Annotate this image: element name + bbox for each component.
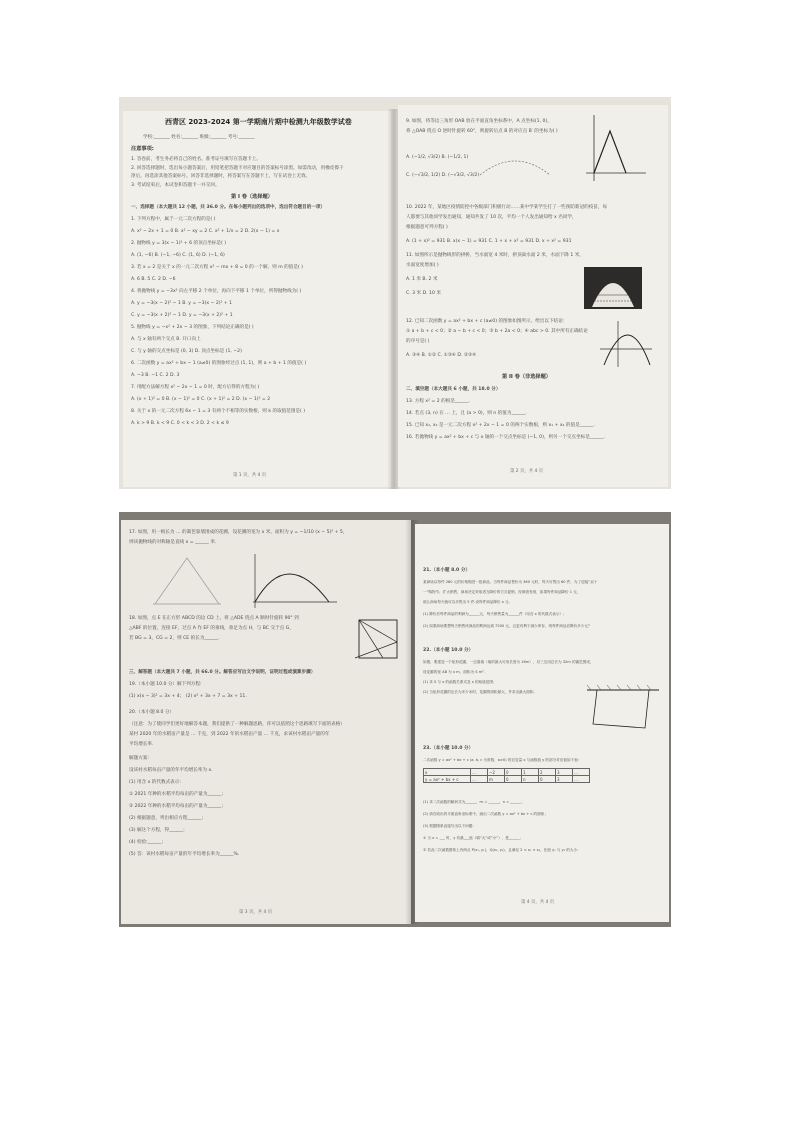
question-line: 10. 2022 年，某地区疫情防控中各级部门积极行动……某中学某学生打了一些预防新冠的疫苗，每 [406,205,608,210]
page-number: 第 3 页，共 4 页 [239,910,273,915]
question-line: 17. 如图，用一根长为 … 的篱笆靠墙围成的花圃，设花圃的宽为 x 米，面积为 y = −1/10 (x − 5)² + 5， [129,530,348,535]
question-line: (2) 请在给出的平面直角坐标系中，画出二次函数 y = ax² + bx + c 的图象； [423,812,548,816]
question-line: 一”购物节，扩大销售，商场决定采取适当降价的方式促销，经调查发现，如果每件商品降价 1 元， [423,590,581,594]
table-cell: 2 [539,769,556,776]
question-line: 22.（本小题 10.0 分） [423,648,474,653]
value-table [423,768,590,783]
table-cell: 0 [539,776,556,783]
question-line: 1. 下列方程中，属于一元二次方程的是( ) [131,217,216,222]
question-line: (1) 降价后每件商品的利润为______元，每天销售量为______件（用含 x 的代数式表示）； [423,612,567,616]
question-line: 某商场以每件 280 元的价格购进一批商品，当每件商品售价为 360 元时，每天可售出 60 件，为了迎接“双十 [423,580,598,584]
notice-heading: 注意事项: [131,146,154,152]
question-line: 人都要与其他同学发出通知，通知共发了 10 次，平均一个人发出通知给 x 名同学， [406,215,577,220]
question-line: 若 BG = 3，CG = 2，则 CE 的长为______. [129,636,220,641]
question-line: △ABF 的位置，连接 EF，过点 A 作 EF 的垂线，垂足为点 H，与 BC 交于点 G， [129,626,294,631]
notice-line: 净后，再选涂其他答案标号。回答非选择题时，将答案写在答题卡上，写在试卷上无效。 [131,174,311,179]
question-line: (1) x(x − 3)² = 3x + 4； (2) x² + 3x + 7 = 3x + 11. [129,694,247,699]
table-cell: n [522,776,539,783]
table-cell: 0 [505,769,522,776]
photo-sheet-1 [119,97,671,489]
option-line: A. 1 米 B. 2 米 [406,277,438,282]
question-line: ① 2021 年种的水稻平均每亩的产量为______； [129,792,226,797]
question-line: 2. 抛物线 y = 3(x − 1)² + 6 的顶点坐标是( ) [131,241,227,246]
question-line: 则该抛物线的对称轴是直线 x = ______ 米. [129,540,217,545]
question-line: 19.（本小题 10.0 分）解下列方程: [129,682,202,687]
table-cell: … [573,769,590,776]
fill-question: 14. 若点 (3, n) 在 … 上，且 (a > 0)，则 n 的值为______. [406,411,527,416]
table-cell: y = ax² + bx + c [424,776,471,783]
triangle-coordinate-figure [580,111,650,183]
question-line: (2) 如果商场要想每天销售该商品的利润达到 7200 元，且更有利于减少库存，则每件商品应降价多少元？ [423,624,592,628]
part-1-heading: 第 I 卷（选择题） [231,194,273,200]
question-line: 设花圃的宽 AB 为 x m，面积为 S m². [423,670,485,674]
question-line: (3) 解这个方程，得______； [129,828,188,833]
question-line: （注意：为了使同学们更好地解答本题，我们提供了一种解题思路，你可以依照这个思路填写下面的表格） [129,722,345,727]
table-cell: m [488,776,505,783]
question-line: 平均增长率. [129,742,154,747]
question-line: 12. 已知二次函数 y = ax² + bx + c (a≠0) 的图象如图所示，给出以下结论: [406,319,565,324]
fill-section-heading: 二、填空题（本大题共 6 小题，共 18.0 分） [406,387,501,392]
question-line: (1) 求二次函数的解析式为______，m = ______，n = ______； [423,800,525,804]
arch-bridge-figure [584,267,642,309]
question-line: 8. 关于 x 的一元二次方程 6x − 1 = 3 有两个不相等的实数根，则 k 的取值范围是( ) [131,409,306,414]
question-line: ② 2022 年种的水稻平均每亩的产量为______； [129,804,226,809]
question-line: 设该村水稻每亩产量的年平均增长率为 x. [129,768,213,773]
page-number: 第 2 页，共 4 页 [510,469,544,474]
option-line: C. 与 y 轴的交点坐标是 (0, 3) D. 顶点坐标是 (1, −2) [131,349,242,354]
question-line: 那么商场每天就可以多售出 5 件.设每件商品降价 x 元. [423,600,510,604]
exam-title: 西青区 2023-2024 第一学期南片期中检测九年级数学试卷 [165,118,352,126]
option-line: A. −3 B. −1 C. 2 D. 3 [131,373,180,378]
exam-page-4 [415,524,669,922]
question-line: (2) 根据题意，列出相应方程______； [129,816,206,821]
area-curve-graph [247,552,339,610]
question-line: 4. 将抛物线 y = −3x² 向左平移 2 个单位，再向下平移 1 个单位，所得抛物线为( ) [131,289,302,294]
exam-page-1 [123,111,391,487]
question-line: 20.（本小题 8.0 分） [129,710,175,715]
notice-line: 1. 答卷前，考生务必将自己的姓名、准考证号填写在答题卡上。 [131,157,261,162]
question-line: 将 △OAB 绕点 O 逆时针旋转 60°，则旋转后点 B 的对应点 B′ 的坐标为( ) [406,129,558,134]
question-line: 21.（本小题 8.0 分） [423,568,471,573]
page-number: 第 1 页，共 4 页 [233,473,267,478]
question-line: (1) 求 S 与 x 的函数关系式及 x 的取值范围； [423,680,497,684]
part-2-heading: 第 II 卷（非选择题） [502,374,551,380]
question-line: 7. 用配方法解方程 x² − 2x − 1 = 0 时，配方后得的方程为( ) [131,385,260,390]
question-line: (1) 用含 x 的代数式表示: [129,780,181,785]
notice-line: 2. 回答选择题时，选出每小题答案后，用铅笔把答题卡对应题目的答案标号涂黑。如需改动，用橡皮擦干 [131,166,344,171]
question-line: 9. 如图，将等边三角形 OAB 放在平面直角坐标系中，A 点坐标(1, 0)， [406,119,552,124]
question-line: 某村 2020 年的水稻亩产量是 … 千克，到 2022 年的水稻亩产量 … 千克，求该村水稻亩产量的年 [129,732,330,737]
option-line: C. y = −3(x + 2)² − 1 D. y = −3(x + 2)² + 1 [131,313,233,318]
question-line: (5) 答：该村水稻每亩产量的年平均增长率为______%. [129,852,240,857]
photo-sheet-2 [119,512,671,927]
question-line: 11. 如图所示是抛物线形的拱桥，当水面宽 4 米时，拱顶离水面 2 米，水面下降 1 米， [406,253,584,258]
table-cell: 3 [556,776,573,783]
table-cell: 1 [522,769,539,776]
question-line: 如图，要建造一个矩形花圃，一边靠墙（墙的最大可用长度为 16m），另三边用总长为 32m 的篱笆围成， [423,660,594,664]
mc-section-heading: 一、选择题（本大题共 12 小题，共 36.0 分。在每小题列出的选项中，选出符合题目的一项） [131,205,326,210]
fill-question: 13. 方程 x² = 2 的根是______. [406,399,471,404]
option-line: C. 3 米 D. 10 米 [406,291,441,296]
option-line: A. (−1/2, √3/2) B. (−1/2, 1) [406,155,469,160]
question-line: 3. 若 x = 2 是关于 x 的一元二次方程 x² − mx + 8 = 0 的一个解，则 m 的值是( ) [131,265,303,270]
exam-page-2 [398,105,668,487]
question-line: 解题方案: [129,756,149,761]
student-info-fields: 学校:_______ 姓名:_______ 班级:_______ 考号:_______ [143,135,255,140]
fill-question: 15. 已知 x₁, x₂ 是一元二次方程 x² + 2x − 1 = 0 的两个实数根，则 x₁ + x₂ 的值是______. [406,423,595,428]
table-cell: 3 [556,769,573,776]
question-line: 23.（本小题 10.0 分） [423,746,474,751]
question-line: 5. 抛物线 y = −x² + 2x − 3 的图象，下列结论正确的是( ) [131,325,254,330]
question-line: 根据题意可列方程( ) [406,225,448,230]
question-line: (2) 当矩形花圃的边长为多少米时，花圃的面积最大，并求出最大面积. [423,690,535,694]
table-cell: … [573,776,590,783]
option-line: A. 6 B. 5 C. 2 D. −6 [131,277,176,282]
table-cell: −2 [488,769,505,776]
option-line: A. y = −3(x − 2)² − 1 B. y = −3(x − 2)² + 1 [131,301,233,306]
parabola-figure [598,319,654,369]
fill-question: 16. 若抛物线 y = ax² + bx + c 与 x 轴的一个交点坐标是 (−1, 0)，则另一个交点坐标是______. [406,435,606,440]
exam-page-3 [121,520,411,924]
garden-triangle-figure [149,550,225,608]
question-line: ① a + b + c < 0；② a − b + c < 0；③ b + 2a < 0；④ abc > 0. 其中所有正确结论 [406,329,588,334]
question-line: (4) 检验:______； [129,840,167,845]
question-line: 的序号是( ) [406,339,430,344]
page-number: 第 4 页，共 4 页 [521,900,555,905]
question-line: 18. 如图，点 E 在正方形 ABCD 的边 CD 上，将 △ADE 绕点 A 顺时针旋转 90° 到 [129,616,299,621]
option-line: A. (x + 1)² = 0 B. (x − 1)² = 0 C. (x + 1)² = 2 D. (x − 1)² = 2 [131,397,271,402]
question-line: 6. 二次函数 y = ax² + bx − 1 (a≠0) 的图象经过点 (1, 1)，则 a + b + 1 的值是( ) [131,361,307,366]
option-line: A. x² − 2x + 1 = 0 B. x² − xy = 2 C. x² + 1/x = 2 D. 2(x − 1) = x [131,229,280,234]
question-line: ② 若此二次函数图象上有两点 P(x₁, y₁)，Q(x₂, y₂)，且满足 2 < x₁ < x₂，比较 y₁ 与 y₂ 的大小. [423,848,579,852]
option-line: C. (−√3/2, 1/2) D. (−√3/2, √3/2) [406,173,480,178]
option-line: A. (1, −6) B. (−1, −6) C. (1, 6) D. (−1, 6) [131,253,225,258]
table-cell: x [424,769,471,776]
question-line: 二次函数 y = ax² + bx + c (a, b, c 为常数，a≠0) 的自变量 x 与函数值 y 的部分对应值如下表: [423,758,579,762]
option-line: A. k > 9 B. k < 9 C. 0 < k < 3 D. 2 < k ≤ 9 [131,421,229,426]
notice-line: 3. 考试结束后，本试卷和答题卡一并交回。 [131,183,220,188]
option-line: A. ③④ B. ①② C. ①③④ D. ②③④ [406,353,477,358]
question-line: (3) 根据图象直接写出以下问题: [423,824,474,828]
option-line: A. 与 x 轴有两个交点 B. 开口向上 [131,337,201,342]
square-rotation-figure [353,614,403,664]
table-cell: … [471,776,488,783]
dashed-arc-figure [476,153,554,179]
option-line: A. (1 + x)² = 931 B. x(x − 1) = 931 C. 1 + x + x² = 931 D. x + x² = 931 [406,239,572,244]
table-cell: 0 [505,776,522,783]
question-line: ① 当 x = ___ 时，y 有最___值（填“大”或“小”），是______； [423,836,524,840]
answer-section-heading: 三、解答题（本大题共 7 小题，共 66.0 分。解答应写出文字说明，证明过程或演算步骤） [129,670,316,675]
table-cell: … [471,769,488,776]
rectangle-garden-figure [583,682,663,732]
question-line: 水面宽度增加( ) [406,263,439,268]
